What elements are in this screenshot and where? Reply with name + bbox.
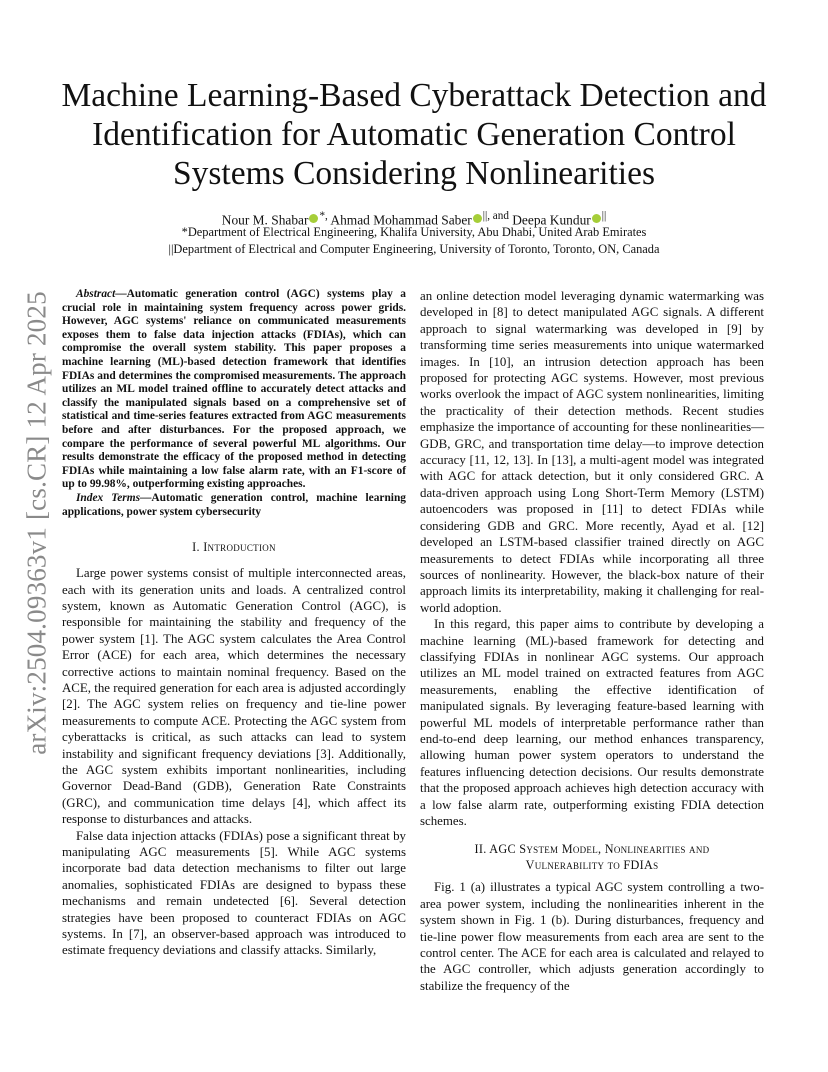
author-2-mark: ||, and xyxy=(482,210,509,222)
intro-paragraph-4: In this regard, this paper aims to contribute by developing a machine learning (ML)-based framework for detecting and classifying FDIAs in nonlinear AGC systems. Our approach utilizes an ML model trained on extracted features from AGC measurements, enabling the effective identification of manipulated signals. By leveraging feature-based learning with powerful ML models of interpretable performance rather than end-to-end deep learning, our method enhances transparency, allowing human power system operators to understand the features influencing detection decisions. Our results demonstrate that the proposed approach achieves high detection accuracy with a low false alarm rate, outperforming existing FDIA detection schemes. xyxy=(420,617,764,828)
section-2-heading xyxy=(420,841,764,873)
section-2-heading-line-2: Vulnerability to FDIAs xyxy=(525,858,659,873)
intro-paragraph-3: an online detection model leveraging dynamic watermarking was developed in [8] to detect manipulated AGC signals. A different approach to signal watermarking was developed in [9] by transforming time series measurements into unique watermarked images. In [10], an intrusion detection approach has been proposed for protecting AGC systems. However, most previous works overlook the impact of AGC system nonlinearities, limiting the practicality of their detection methods. Recent studies emphasize the importance of accounting for these nonlinearities—GDB, GRC, and transportation time delay—to improve detection accuracy [11, 12, 13]. In [13], a multi-agent model was integrated with AGC for attack detection, but it only considered GRC. A data-driven approach using Long Short-Term Memory (LSTM) autoencoders was proposed in [11] to detect FDIAs while considering GDB and GRC. More recently, Ayad et al. [12] developed an LSTM-based classifier trained directly on AGC measurements to detect FDIAs while incorporating all three sources of nonlinearity. However, the black-box nature of their approach limits its interpretability, making it challenging for real-world adoption. xyxy=(420,289,764,615)
author-3-name: Deepa Kundur xyxy=(512,212,591,228)
left-column xyxy=(62,288,406,959)
abstract xyxy=(62,288,406,492)
intro-paragraph-2: False data injection attacks (FDIAs) pose a significant threat by manipulating AGC measurements [5]. While AGC systems incorporate bad data detection mechanisms to filter out large anomalies, sophisticated FDIAs are designed to bypass these mechanisms and remain undetected [6]. Several detection strategies have been proposed to counteract FDIAs on AGC systems. In [7], an observer-based approach was introduced to estimate frequency deviations and classify attacks. Similarly, xyxy=(62,828,406,958)
orcid-icon[interactable] xyxy=(309,214,318,223)
section-1-heading: I. Introduction xyxy=(192,540,276,555)
author-2-name: Ahmad Mohammad Saber xyxy=(330,212,472,228)
index-terms-text: —Automatic generation control, machine learning applications, power system cybersecurity xyxy=(62,491,406,518)
affiliation-2: ||Department of Electrical and Computer Engineering, University of Toronto, Toronto, ON, Canada xyxy=(168,242,660,256)
orcid-icon[interactable] xyxy=(473,214,482,223)
author-1-name: Nour M. Shabar xyxy=(221,212,309,228)
section-2-heading-line-1: II. AGC System Model, Nonlinearities and xyxy=(474,842,710,857)
abstract-label: Abstract xyxy=(76,288,116,300)
section-2-paragraph-1: Fig. 1 (a) illustrates a typical AGC system controlling a two-area power system, including the nonlinearities inherent in the system shown in Fig. 1 (b). During disturbances, frequency and tie-line power flow measurements from each area are sent to the control center. The ACE for each area is calculated and relayed to the AGC controller, which adjusts generation accordingly to stabilize the frequency of the xyxy=(420,880,764,993)
author-1-mark: *, xyxy=(319,210,328,222)
abstract-text: —Automatic generation control (AGC) systems play a crucial role in maintaining system frequency across power grids. However, AGC systems' reliance on communicated measurements exposes them to false data injection attacks (FDIAs), which can compromise the overall system stability. This paper proposes a machine learning (ML)-based detection framework that identifies FDIAs and determines the compromised measurements. The approach utilizes an ML model trained offline to accurately detect attacks and classify the manipulated signals based on a comprehensive set of statistical and time-series features extracted from AGC measurements before and after disturbances. For the proposed approach, we compare the performance of several powerful ML algorithms. Our results demonstrate the efficacy of the proposed method in detecting FDIAs while maintaining a low false alarm rate, with an F1-score of up to 99.98%, outperforming existing approaches. xyxy=(62,288,406,491)
paper-title xyxy=(40,76,788,193)
affiliation-1: *Department of Electrical Engineering, Khalifa University, Abu Dhabi, United Arab Emirates xyxy=(181,225,647,239)
title-line-3: Systems Considering Nonlinearities xyxy=(173,155,655,192)
arxiv-id-text: arXiv:2504.09363v1 [cs.CR] 12 Apr 2025 xyxy=(21,291,52,755)
affiliations xyxy=(40,224,788,258)
author-3-mark: || xyxy=(601,210,607,222)
title-line-2: Identification for Automatic Generation Control xyxy=(92,116,736,153)
index-terms-label: Index Terms xyxy=(76,491,141,504)
intro-paragraph-1: Large power systems consist of multiple interconnected areas, each with its generation units and loads. A centralized control system, known as Automatic Generation Control (AGC), is responsible for maintaining the stability and frequency of the power system [1]. The AGC system calculates the Area Control Error (ACE) for each area, which determines the necessary corrective actions to maintain nominal frequency. Based on the ACE, the required generation for each area is adjusted accordingly [2]. The AGC system relies on frequency and tie-line power measurements to compute ACE. Protecting the AGC system from cyberattacks is critical, as such attacks can lead to system instability and significant frequency deviations [3]. Additionally, the AGC system exhibits important nonlinearities, including Governor Dead-Band (GDB), Generation Rate Constraints (GRC), and communication time delays [4], which affect its response to disturbances and attacks. xyxy=(62,566,406,827)
index-terms xyxy=(62,492,406,519)
title-line-1: Machine Learning-Based Cyberattack Detection and xyxy=(61,77,767,114)
arxiv-identifier-stamp xyxy=(22,288,52,758)
orcid-icon[interactable] xyxy=(592,214,601,223)
right-column xyxy=(420,288,764,994)
